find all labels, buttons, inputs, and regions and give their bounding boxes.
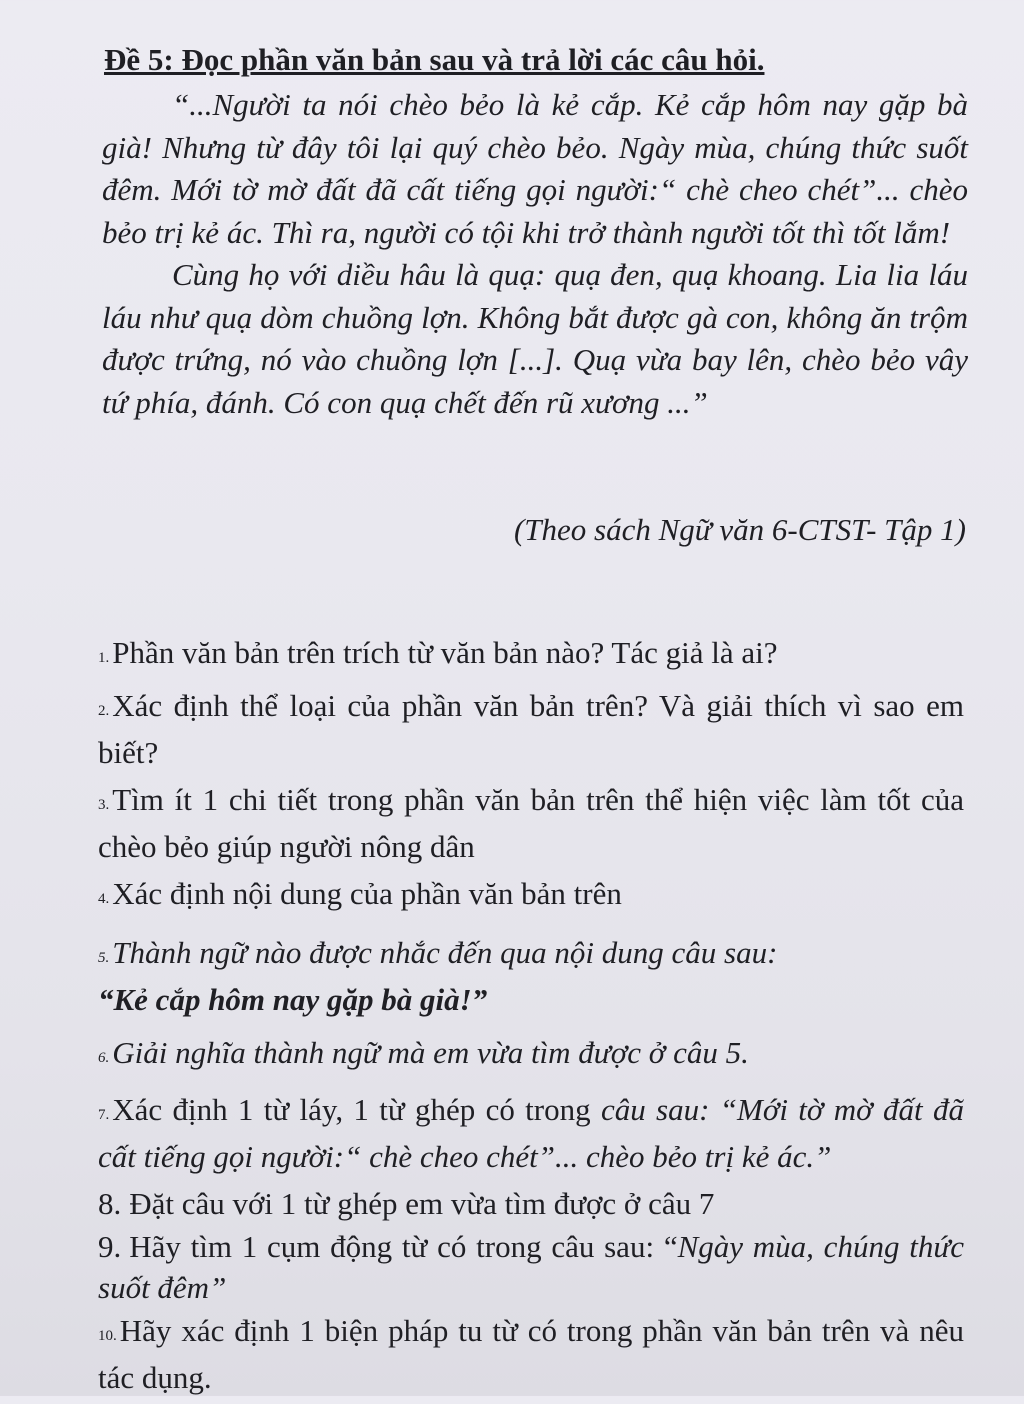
passage-paragraph-1: “...Người ta nói chèo bẻo là kẻ cắp. Kẻ cắp hôm nay gặp bà già! Nhưng từ đây tôi lại quý chèo bẻo. Ngày mùa, chúng thức suốt đêm. Mới tờ mờ đất đã cất tiếng gọi người:“ chè cheo chét”... chèo bẻo trị kẻ ác. Thì ra, người có tội khi trở thành người tốt thì tốt lắm! — [102, 87, 968, 250]
question-6 — [98, 1032, 964, 1079]
question-number: 9. — [98, 1229, 122, 1264]
question-number: 5. — [98, 950, 110, 966]
question-4 — [98, 873, 964, 920]
question-text: Hãy xác định 1 biện pháp tu từ có trong phần văn bản trên và nêu tác dụng. — [98, 1313, 964, 1395]
question-number: 1. — [98, 650, 110, 666]
question-list — [98, 632, 964, 1404]
question-number: 8. — [98, 1186, 122, 1221]
question-text: Xác định 1 từ láy, 1 từ ghép có trong — [112, 1092, 591, 1127]
question-text: Giải nghĩa thành ngữ mà em vừa tìm được ở câu 5. — [112, 1035, 749, 1070]
question-7 — [98, 1089, 964, 1177]
question-quote: “Kẻ cắp hôm nay gặp bà già!” — [98, 982, 488, 1017]
question-text: Tìm ít 1 chi tiết trong phần văn bản trên thể hiện việc làm tốt của chèo bẻo giúp người nông dân — [98, 782, 964, 864]
question-number: 10. — [98, 1328, 117, 1344]
question-text: Hãy tìm 1 cụm động từ có trong câu sau: “ — [129, 1229, 678, 1264]
question-9 — [98, 1226, 964, 1308]
question-text: Xác định nội dung của phần văn bản trên — [112, 876, 622, 911]
question-3 — [98, 779, 964, 867]
question-8 — [98, 1183, 964, 1224]
question-number: 7. — [98, 1107, 110, 1123]
exam-title: Đề 5: Đọc phần văn bản sau và trả lời các câu hỏi. — [104, 42, 765, 77]
question-5 — [98, 932, 964, 1020]
question-number: 3. — [98, 797, 110, 813]
question-2 — [98, 685, 964, 773]
question-quote: Ngày mùa, chúng thức suốt đêm” — [98, 1229, 964, 1305]
question-1 — [98, 632, 964, 679]
question-number: 6. — [98, 1050, 110, 1066]
passage-paragraph-2: Cùng họ với diều hâu là quạ: quạ đen, quạ khoang. Lia lia láu láu như quạ dòm chuồng lợn. Không bắt được gà con, không ăn trộm được trứng, nó vào chuồng lợn [...]. Quạ vừa bay lên, chèo bẻo vây tứ phía, đánh. Có con quạ chết đến rũ xương ...” — [102, 257, 968, 420]
question-text: Phần văn bản trên trích từ văn bản nào? Tác giả là ai? — [112, 635, 778, 670]
question-number: 2. — [98, 703, 110, 719]
reading-passage — [102, 84, 968, 424]
passage-source: (Theo sách Ngữ văn 6-CTST- Tập 1) — [513, 512, 966, 547]
question-10 — [98, 1310, 964, 1398]
question-text: Đặt câu với 1 từ ghép em vừa tìm được ở câu 7 — [129, 1186, 715, 1221]
question-text: Xác định thể loại của phần văn bản trên? Và giải thích vì sao em biết? — [98, 688, 964, 770]
question-number: 4. — [98, 891, 110, 907]
question-text: Thành ngữ nào được nhắc đến qua nội dung câu sau: — [112, 935, 778, 970]
question-quote: câu sau: “Mới tờ mờ đất đã cất tiếng gọi người:“ chè cheo chét”... chèo bẻo trị kẻ ác.” — [98, 1092, 964, 1174]
